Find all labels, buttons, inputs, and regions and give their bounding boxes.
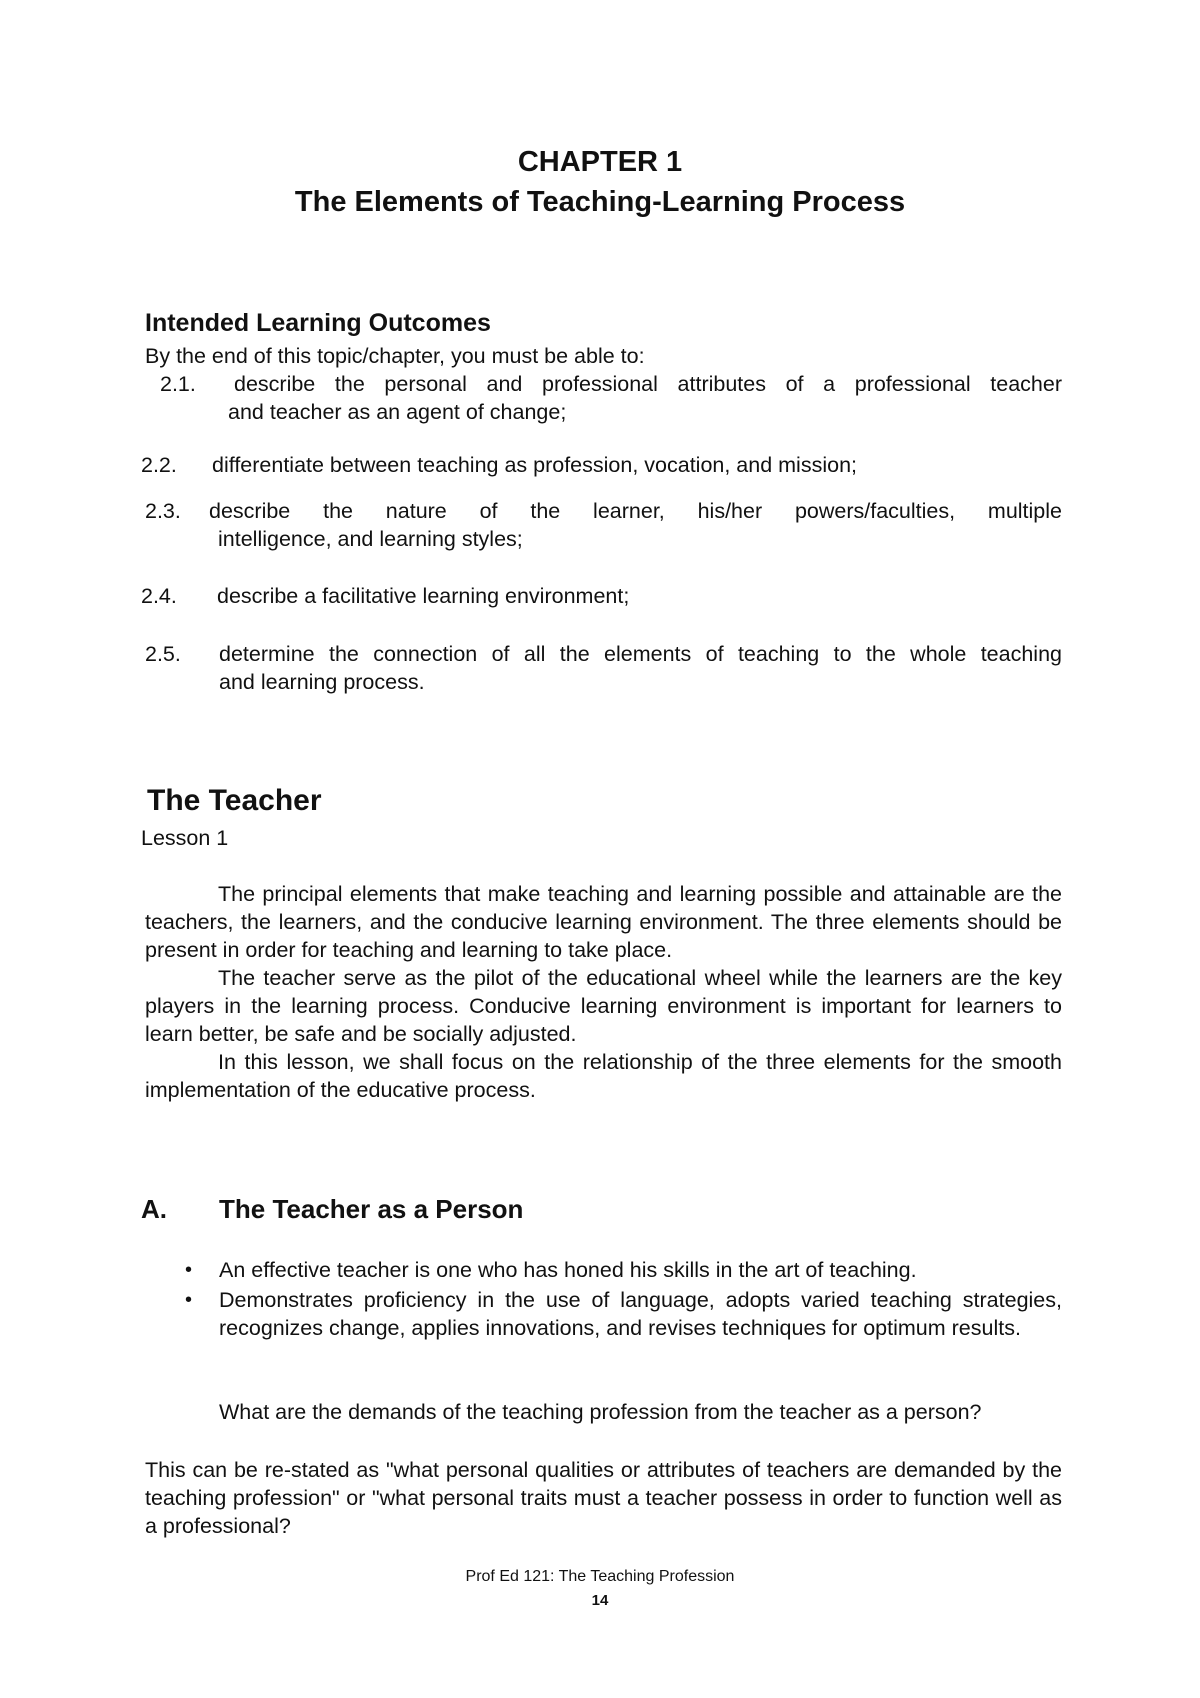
section-title: The Teacher as a Person xyxy=(219,1194,524,1224)
lesson-paragraph: In this lesson, we shall focus on the relationship of the three elements for the smooth implementation of the educative process. xyxy=(145,1050,1062,1102)
outcome-number: 2.1. xyxy=(160,372,196,396)
lesson-heading: The Teacher xyxy=(147,784,322,817)
section-question: What are the demands of the teaching profession from the teacher as a person? xyxy=(219,1400,982,1424)
outcome-text: describe a facilitative learning environment; xyxy=(217,584,630,608)
section-restated: This can be re-stated as "what personal qualities or attributes of teachers are demanded by the teaching profession" or "what personal traits must a teacher possess in order to function well as a professional? xyxy=(145,1458,1062,1538)
page-number: 14 xyxy=(591,1592,609,1609)
outcome-text-line: and learning process. xyxy=(219,670,425,694)
outcome-number: 2.5. xyxy=(145,642,181,666)
bullet-icon: • xyxy=(185,1259,193,1281)
chapter-number: CHAPTER 1 xyxy=(517,146,683,178)
outcome-number: 2.3. xyxy=(145,499,181,523)
outcome-text-line: and teacher as an agent of change; xyxy=(228,400,567,424)
outcome-text-line: determine the connection of all the elements of teaching to the whole teaching xyxy=(219,642,1062,666)
footer-course: Prof Ed 121: The Teaching Profession xyxy=(465,1568,735,1585)
outcome-number: 2.4. xyxy=(141,584,177,608)
bullet-text: An effective teacher is one who has honed his skills in the art of teaching. xyxy=(219,1258,917,1282)
lesson-label: Lesson 1 xyxy=(141,826,229,850)
outcome-text-line: describe the nature of the learner, his/her powers/faculties, multiple xyxy=(209,499,1062,523)
lesson-body xyxy=(145,880,1062,1104)
bullet-text: Demonstrates proficiency in the use of language, adopts varied teaching strategies, recognizes change, applies innovations, and revises techniques for optimum results. xyxy=(219,1288,1062,1340)
outcome-text-line: describe the personal and professional attributes of a professional teacher xyxy=(234,372,1062,396)
outcome-number: 2.2. xyxy=(141,453,177,477)
lesson-paragraph: The teacher serve as the pilot of the educational wheel while the learners are the key players in the learning process. Conducive learning environment is important for learners to learn better, be safe and be socially adjusted. xyxy=(145,966,1062,1046)
bullet-icon: • xyxy=(185,1289,193,1311)
chapter-title: The Elements of Teaching-Learning Process xyxy=(294,186,906,218)
outcomes-intro: By the end of this topic/chapter, you must be able to: xyxy=(145,344,645,368)
section-letter: A. xyxy=(141,1194,167,1224)
outcome-text-line: intelligence, and learning styles; xyxy=(218,527,523,551)
outcomes-heading: Intended Learning Outcomes xyxy=(145,309,491,337)
outcome-text: differentiate between teaching as profession, vocation, and mission; xyxy=(212,453,857,477)
lesson-paragraph: The principal elements that make teaching and learning possible and attainable are the teachers, the learners, and the conducive learning environment. The three elements should be present in order for teaching and learning to take place. xyxy=(145,882,1062,962)
